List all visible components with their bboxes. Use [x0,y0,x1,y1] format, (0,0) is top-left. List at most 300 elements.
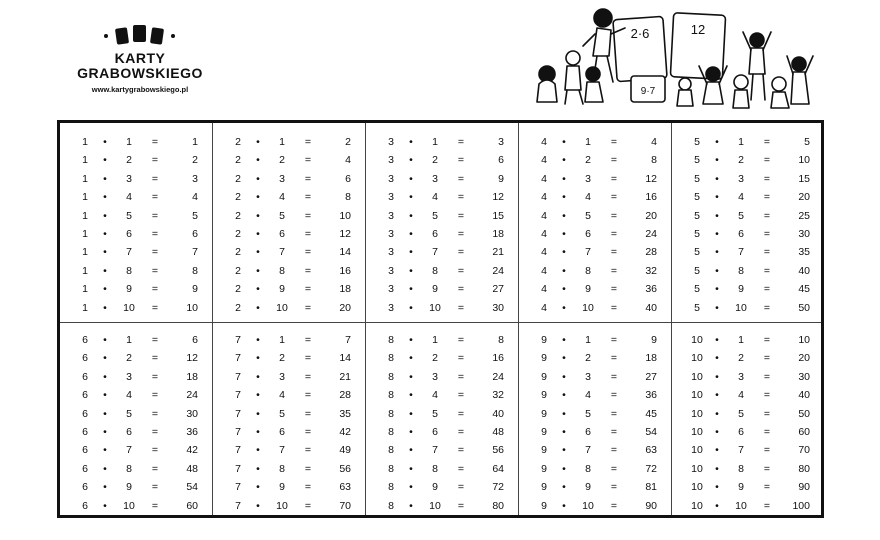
table-row [690,349,812,367]
table-row [78,170,200,188]
table-row [537,405,659,423]
multiplier: 1 [279,334,285,346]
product: 10 [798,154,810,167]
table-row [537,280,659,298]
multiplicand: 10 [691,462,703,475]
product: 27 [645,370,657,383]
table-block-9 [537,331,659,515]
multiplier: 8 [432,264,438,277]
multiplier: 6 [738,228,744,240]
multiply-sign: • [256,370,260,383]
product: 4 [192,191,198,204]
multiplier: 4 [738,191,744,204]
equals-sign: = [457,334,465,346]
multiplicand: 8 [388,334,394,346]
multiply-sign: • [715,499,719,512]
table-row [231,133,353,151]
multiplier: 2 [432,154,438,167]
multiplicand: 2 [235,264,241,277]
equals-sign: = [763,209,771,222]
multiplier: 4 [279,191,285,204]
column-divider [671,123,672,515]
product: 4 [651,136,657,148]
table-block-5 [690,133,812,317]
equals-sign: = [457,246,465,259]
table-row [231,460,353,478]
multiplicand: 4 [541,172,547,185]
equals-sign: = [304,499,312,512]
multiplier: 4 [585,389,591,402]
equals-sign: = [304,352,312,365]
table-row [690,151,812,169]
multiply-sign: • [409,136,413,148]
multiply-sign: • [409,407,413,420]
equals-sign: = [457,154,465,167]
multiplier: 5 [585,407,591,420]
table-row [231,225,353,243]
multiplicand: 9 [541,370,547,383]
product: 50 [798,407,810,420]
multiply-sign: • [103,209,107,222]
product: 3 [192,172,198,185]
multiply-sign: • [256,172,260,185]
multiplier: 4 [432,389,438,402]
product: 100 [792,499,810,512]
product: 25 [798,209,810,222]
equals-sign: = [151,407,159,420]
multiplier: 3 [279,172,285,185]
multiplier: 10 [123,499,135,512]
multiply-sign: • [103,499,107,512]
multiplier: 6 [126,228,132,240]
equals-sign: = [610,499,618,512]
multiplicand: 7 [235,462,241,475]
multiplicand: 3 [388,136,394,148]
product: 14 [339,246,351,259]
multiplier: 9 [738,481,744,494]
multiplicand: 9 [541,499,547,512]
multiply-sign: • [562,246,566,259]
multiplicand: 10 [691,389,703,402]
multiplicand: 8 [388,462,394,475]
kids-with-cards-illustration [527,4,817,112]
product: 45 [645,407,657,420]
equals-sign: = [304,301,312,314]
table-row [78,280,200,298]
table-row [78,368,200,386]
multiplier: 10 [123,301,135,314]
table-row [384,133,506,151]
multiplier: 6 [126,426,132,438]
product: 72 [492,481,504,494]
table-row [690,188,812,206]
table-row [231,478,353,496]
table-row [78,188,200,206]
product: 30 [186,407,198,420]
multiplier: 3 [432,172,438,185]
equals-sign: = [610,426,618,438]
table-row [78,207,200,225]
multiply-sign: • [715,136,719,148]
multiply-sign: • [256,407,260,420]
equals-sign: = [304,283,312,296]
equals-sign: = [610,191,618,204]
multiplicand: 3 [388,154,394,167]
multiplier: 3 [585,370,591,383]
multiplier: 8 [126,264,132,277]
product: 54 [186,481,198,494]
product: 6 [192,228,198,240]
multiplier: 4 [432,191,438,204]
equals-sign: = [763,389,771,402]
multiply-sign: • [562,172,566,185]
multiplicand: 3 [388,264,394,277]
multiply-sign: • [256,462,260,475]
multiplier: 9 [126,283,132,296]
product: 15 [798,172,810,185]
table-row [537,262,659,280]
table-row [537,478,659,496]
table-row [384,368,506,386]
multiplicand: 8 [388,352,394,365]
multiplier: 2 [432,352,438,365]
product: 18 [492,228,504,240]
table-row [78,386,200,404]
equals-sign: = [610,389,618,402]
table-row [690,331,812,349]
multiplicand: 5 [694,301,700,314]
multiplier: 6 [585,228,591,240]
multiplicand: 7 [235,426,241,438]
table-block-8 [384,331,506,515]
multiply-sign: • [715,426,719,438]
product: 16 [339,264,351,277]
product: 12 [645,172,657,185]
equals-sign: = [763,407,771,420]
table-row [690,441,812,459]
multiplier: 1 [432,334,438,346]
multiplier: 2 [738,154,744,167]
table-row [537,460,659,478]
multiplicand: 1 [82,191,88,204]
table-row [537,188,659,206]
multiplicand: 2 [235,154,241,167]
equals-sign: = [304,172,312,185]
multiply-sign: • [103,228,107,240]
product: 21 [339,370,351,383]
multiplicand: 7 [235,334,241,346]
table-row [384,299,506,317]
multiplier: 9 [126,481,132,494]
product: 6 [345,172,351,185]
multiply-sign: • [562,481,566,494]
equals-sign: = [457,191,465,204]
product: 80 [492,499,504,512]
multiplier: 3 [738,370,744,383]
table-row [690,170,812,188]
product: 40 [645,301,657,314]
table-row [384,405,506,423]
multiply-sign: • [409,389,413,402]
equals-sign: = [457,209,465,222]
product: 2 [192,154,198,167]
multiplier: 1 [738,136,744,148]
product: 12 [339,228,351,240]
brand-name-line1: KARTY [114,50,166,66]
multiply-sign: • [715,407,719,420]
table-row [231,243,353,261]
table-row [537,151,659,169]
product: 56 [339,462,351,475]
product: 10 [798,334,810,346]
multiplicand: 2 [235,172,241,185]
product: 20 [645,209,657,222]
multiply-sign: • [256,136,260,148]
column-divider [212,123,213,515]
multiplier: 5 [738,407,744,420]
multiply-sign: • [103,246,107,259]
multiply-sign: • [715,370,719,383]
multiply-sign: • [103,444,107,457]
multiply-sign: • [715,462,719,475]
table-row [690,299,812,317]
multiply-sign: • [715,209,719,222]
product: 35 [339,407,351,420]
table-block-7 [231,331,353,515]
multiplier: 5 [432,209,438,222]
multiply-sign: • [409,352,413,365]
multiply-sign: • [409,209,413,222]
multiply-sign: • [409,283,413,296]
multiply-sign: • [562,154,566,167]
multiplier: 2 [279,352,285,365]
multiply-sign: • [715,283,719,296]
table-row [690,405,812,423]
multiplier: 2 [126,352,132,365]
equals-sign: = [304,389,312,402]
table-row [537,386,659,404]
multiplicand: 2 [235,191,241,204]
multiply-sign: • [103,191,107,204]
equals-sign: = [457,407,465,420]
product: 7 [192,246,198,259]
multiply-sign: • [256,426,260,438]
multiply-sign: • [715,444,719,457]
multiplicand: 1 [82,264,88,277]
equals-sign: = [151,426,159,438]
multiplier: 7 [738,444,744,457]
multiplier: 5 [738,209,744,222]
multiply-sign: • [562,389,566,402]
product: 63 [339,481,351,494]
table-row [690,368,812,386]
multiplicand: 7 [235,481,241,494]
multiply-sign: • [562,191,566,204]
equals-sign: = [151,481,159,494]
table-row [537,243,659,261]
multiplicand: 3 [388,301,394,314]
table-row [384,441,506,459]
product: 20 [339,301,351,314]
multiplicand: 1 [82,136,88,148]
multiplicand: 10 [691,352,703,365]
multiplier: 4 [279,389,285,402]
table-row [78,460,200,478]
product: 30 [798,228,810,240]
multiplicand: 7 [235,370,241,383]
multiply-sign: • [256,444,260,457]
multiply-sign: • [562,209,566,222]
equals-sign: = [763,172,771,185]
table-row [384,188,506,206]
equals-sign: = [610,209,618,222]
table-row [78,225,200,243]
multiplicand: 3 [388,246,394,259]
multiplier: 8 [279,264,285,277]
multiply-sign: • [409,264,413,277]
table-row [384,225,506,243]
table-row [690,478,812,496]
multiply-sign: • [715,389,719,402]
column-divider [518,123,519,515]
equals-sign: = [610,352,618,365]
table-row [537,225,659,243]
product: 10 [339,209,351,222]
multiply-sign: • [256,246,260,259]
product: 9 [498,172,504,185]
table-row [537,349,659,367]
multiplicand: 10 [691,444,703,457]
multiplicand: 7 [235,389,241,402]
table-row [78,299,200,317]
equals-sign: = [610,444,618,457]
equals-sign: = [151,172,159,185]
multiply-sign: • [715,334,719,346]
product: 42 [339,426,351,438]
multiplier: 7 [432,246,438,259]
multiplier: 3 [432,370,438,383]
equals-sign: = [457,389,465,402]
multiply-sign: • [409,499,413,512]
multiplicand: 6 [82,407,88,420]
equals-sign: = [151,246,159,259]
multiply-sign: • [562,283,566,296]
multiplicand: 2 [235,228,241,240]
equals-sign: = [763,499,771,512]
product: 5 [804,136,810,148]
equals-sign: = [763,264,771,277]
multiply-sign: • [562,136,566,148]
equals-sign: = [304,264,312,277]
equals-sign: = [457,370,465,383]
multiplier: 8 [585,264,591,277]
table-row [231,170,353,188]
table-block-6 [78,331,200,515]
card-bottom-text: 9·7 [640,86,656,97]
column-divider [365,123,366,515]
product: 35 [798,246,810,259]
product: 7 [345,334,351,346]
multiplicand: 10 [691,334,703,346]
multiplicand: 1 [82,154,88,167]
multiplier: 8 [126,462,132,475]
product: 16 [492,352,504,365]
product: 9 [192,283,198,296]
equals-sign: = [763,481,771,494]
equals-sign: = [457,426,465,438]
multiply-sign: • [103,426,107,438]
multiplicand: 2 [235,301,241,314]
multiply-sign: • [715,481,719,494]
multiply-sign: • [562,499,566,512]
multiplicand: 2 [235,136,241,148]
table-block-4 [537,133,659,317]
multiplier: 10 [582,301,594,314]
multiply-sign: • [562,370,566,383]
multiply-sign: • [562,264,566,277]
equals-sign: = [151,283,159,296]
multiply-sign: • [103,407,107,420]
product: 90 [798,481,810,494]
multiplicand: 2 [235,246,241,259]
multiplicand: 8 [388,407,394,420]
equals-sign: = [304,228,312,240]
product: 48 [492,426,504,438]
multiplier: 6 [585,426,591,438]
product: 30 [492,301,504,314]
product: 48 [186,462,198,475]
product: 8 [498,334,504,346]
equals-sign: = [304,481,312,494]
multiplicand: 9 [541,407,547,420]
multiplier: 2 [126,154,132,167]
table-row [231,441,353,459]
multiplier: 10 [429,301,441,314]
multiply-sign: • [103,481,107,494]
product: 14 [339,352,351,365]
equals-sign: = [763,301,771,314]
table-row [690,280,812,298]
equals-sign: = [763,228,771,240]
table-row [690,243,812,261]
table-block-1 [78,133,200,317]
multiplicand: 4 [541,301,547,314]
multiplicand: 8 [388,370,394,383]
equals-sign: = [151,334,159,346]
equals-sign: = [304,407,312,420]
multiply-sign: • [409,246,413,259]
equals-sign: = [457,462,465,475]
equals-sign: = [610,462,618,475]
multiply-sign: • [409,462,413,475]
multiply-sign: • [562,228,566,240]
table-row [384,386,506,404]
table-row [78,423,200,441]
row-divider [60,322,821,323]
multiplicand: 4 [541,154,547,167]
brand-url: www.kartygrabowskiego.pl [91,85,189,94]
multiply-sign: • [562,444,566,457]
table-row [231,331,353,349]
product: 72 [645,462,657,475]
multiplicand: 2 [235,283,241,296]
product: 28 [339,389,351,402]
table-row [78,478,200,496]
table-row [384,151,506,169]
product: 5 [192,209,198,222]
multiplier: 7 [279,444,285,457]
product: 32 [492,389,504,402]
